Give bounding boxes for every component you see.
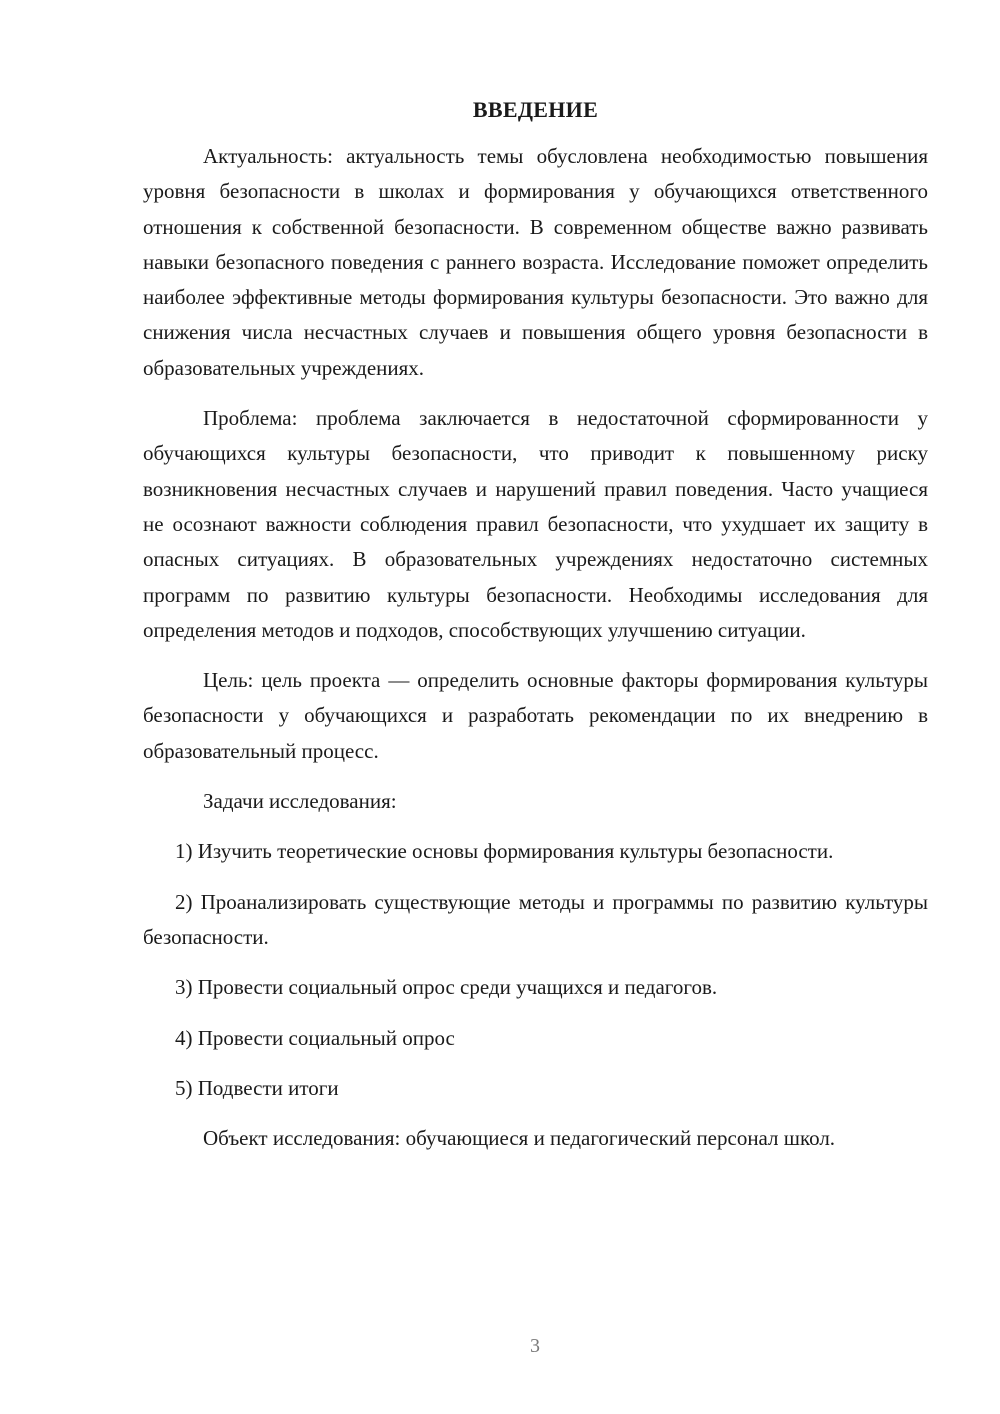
object-paragraph: Объект исследования: обучающиеся и педагогический персонал школ. xyxy=(203,1126,836,1151)
task-item: 5) Подвести итоги xyxy=(175,1075,339,1100)
document-title: ВВЕДЕНИЕ xyxy=(472,97,599,122)
task-item: 1) Изучить теоретические основы формирования культуры безопасности. xyxy=(175,839,834,864)
relevance-paragraph: Актуальность: актуальность темы обусловлена необходимостью повышения уровня безопасности в школах и формирования у обучающихся ответственного отношения к собственной безопасности. В современном обществе важно развивать навыки безопасного поведения с раннего возраста. Исследование поможет определить наиболее эффективные методы формирования культуры безопасности. Это важно для снижения числа несчастных случаев и повышения общего уровня безопасности в образовательных учреждениях. xyxy=(143,144,928,380)
task-item: 4) Провести социальный опрос xyxy=(175,1025,455,1050)
problem-paragraph: Проблема: проблема заключается в недостаточной сформированности у обучающихся культуры безопасности, что приводит к повышенному риску возникновения несчастных случаев и нарушений правил поведения. Часто учащиеся не осознают важности соблюдения правил безопасности, что ухудшает их защиту в опасных ситуациях. В образовательных учреждениях недостаточно системных программ по развитию культуры безопасности. Необходимы исследования для определения методов и подходов, способствующих улучшению ситуации. xyxy=(143,406,928,642)
goal-paragraph: Цель: цель проекта — определить основные факторы формирования культуры безопасности у обучающихся и разработать рекомендации по их внедрению в образовательный процесс. xyxy=(143,668,928,763)
page-number: 3 xyxy=(530,1335,540,1357)
task-item: 2) Проанализировать существующие методы и программы по развитию культуры безопасности. xyxy=(143,889,928,949)
document-page xyxy=(143,95,928,1171)
tasks-heading: Задачи исследования: xyxy=(203,789,397,814)
task-item: 3) Провести социальный опрос среди учащихся и педагогов. xyxy=(175,975,718,1000)
